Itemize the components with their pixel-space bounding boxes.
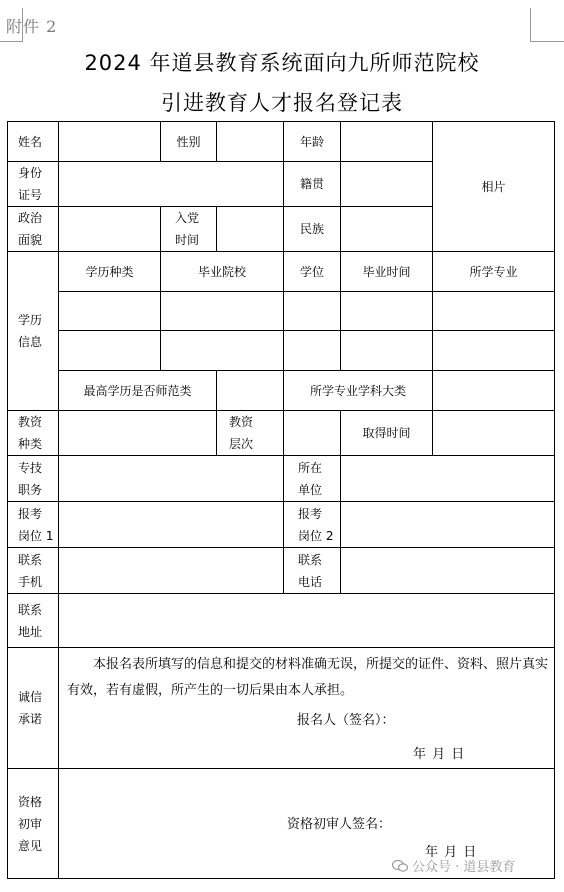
edu-type-header: 学历种类 — [59, 252, 161, 292]
apply-post-1-label: 报考 岗位 1 — [8, 502, 59, 548]
grad-time-input-1[interactable] — [341, 292, 433, 331]
wechat-icon — [392, 859, 408, 873]
apply-post-2-label: 报考 岗位 2 — [284, 502, 341, 548]
address-label: 联系 地址 — [8, 594, 59, 648]
ethnicity-label: 民族 — [284, 207, 341, 252]
reviewer-signature-label: 资格初审人签名： — [287, 816, 392, 832]
highest-normal-input-cell[interactable] — [217, 371, 284, 411]
mobile-input-cell[interactable] — [59, 548, 284, 594]
grad-school-input-1[interactable] — [161, 292, 284, 331]
phone-label: 联系 电话 — [284, 548, 341, 594]
degree-header: 学位 — [284, 252, 341, 292]
degree-input-2[interactable] — [284, 331, 341, 371]
edu-type-input-2[interactable] — [59, 331, 161, 371]
grad-time-input-2[interactable] — [341, 331, 433, 371]
gender-label: 性别 — [161, 122, 217, 162]
name-label: 姓名 — [8, 122, 59, 162]
applicant-signature-label: 报名人（签名）： — [297, 713, 395, 728]
review-date: 年 月 日 — [425, 844, 478, 860]
cert-type-input-cell[interactable] — [59, 411, 217, 456]
mobile-label: 联系 手机 — [8, 548, 59, 594]
obtain-time-label: 取得时间 — [341, 411, 433, 456]
employer-label: 所在 单位 — [284, 456, 341, 502]
document-title-line1: 2024 年道县教育系统面向九所师范院校 — [84, 51, 480, 75]
corner-mark-top-left-h — [0, 41, 22, 42]
cert-type-label: 教资 种类 — [8, 411, 59, 456]
employer-input-cell[interactable] — [341, 456, 555, 502]
gender-input-cell[interactable] — [217, 122, 284, 162]
major-header: 所学专业 — [433, 252, 555, 292]
watermark-text: 公众号 · 道县教育 — [412, 860, 516, 875]
photo-label: 相片 — [481, 179, 506, 194]
id-number-input-cell[interactable] — [59, 162, 284, 207]
age-label: 年龄 — [284, 122, 341, 162]
registration-form-table — [7, 121, 555, 879]
edu-type-input-1[interactable] — [59, 292, 161, 331]
photo-cell[interactable] — [433, 122, 555, 252]
professional-title-input-cell[interactable] — [59, 456, 284, 502]
native-place-input-cell[interactable] — [341, 162, 433, 207]
obtain-time-input-cell[interactable] — [433, 411, 555, 456]
professional-title-label: 专技 职务 — [8, 456, 59, 502]
grad-school-header: 毕业院校 — [161, 252, 284, 292]
document-title-line2: 引进教育人才报名登记表 — [161, 91, 403, 115]
pledge-text: 本报名表所填写的信息和提交的材料准确无误，所提交的证件、资料、照片真实有效，若有虚假，所产生的一切后果由本人承担。 — [67, 657, 549, 698]
cert-level-input-cell[interactable] — [284, 411, 341, 456]
id-number-label: 身份 证号 — [8, 162, 59, 207]
integrity-pledge-label: 诚信 承诺 — [8, 648, 59, 769]
address-input-cell[interactable] — [59, 594, 555, 648]
annex-label: 附件 2 — [6, 17, 58, 36]
apply-post-1-input-cell[interactable] — [59, 502, 284, 548]
grad-time-header: 毕业时间 — [341, 252, 433, 292]
major-input-2[interactable] — [433, 331, 555, 371]
grad-school-input-2[interactable] — [161, 331, 284, 371]
integrity-pledge-cell — [59, 648, 555, 769]
apply-post-2-input-cell[interactable] — [341, 502, 555, 548]
pledge-date: 年 月 日 — [413, 747, 466, 762]
degree-input-1[interactable] — [284, 292, 341, 331]
major-category-label: 所学专业学科大类 — [284, 371, 433, 411]
corner-mark-top-right — [530, 8, 531, 42]
age-input-cell[interactable] — [341, 122, 433, 162]
corner-mark-top-right-h — [530, 41, 564, 42]
political-status-label: 政治 面貌 — [8, 207, 59, 252]
name-input-cell[interactable] — [59, 122, 161, 162]
join-party-time-label: 入党 时间 — [161, 207, 217, 252]
political-status-input-cell[interactable] — [59, 207, 161, 252]
native-place-label: 籍贯 — [284, 162, 341, 207]
review-opinion-label: 资格 初审 意见 — [8, 769, 59, 879]
phone-input-cell[interactable] — [341, 548, 555, 594]
education-info-label: 学历 信息 — [8, 252, 59, 411]
join-party-time-input-cell[interactable] — [217, 207, 284, 252]
major-input-1[interactable] — [433, 292, 555, 331]
major-category-input-cell[interactable] — [433, 371, 555, 411]
watermark — [392, 856, 515, 875]
cert-level-label: 教资 层次 — [217, 411, 284, 456]
ethnicity-input-cell[interactable] — [341, 207, 433, 252]
highest-normal-label: 最高学历是否师范类 — [59, 371, 217, 411]
